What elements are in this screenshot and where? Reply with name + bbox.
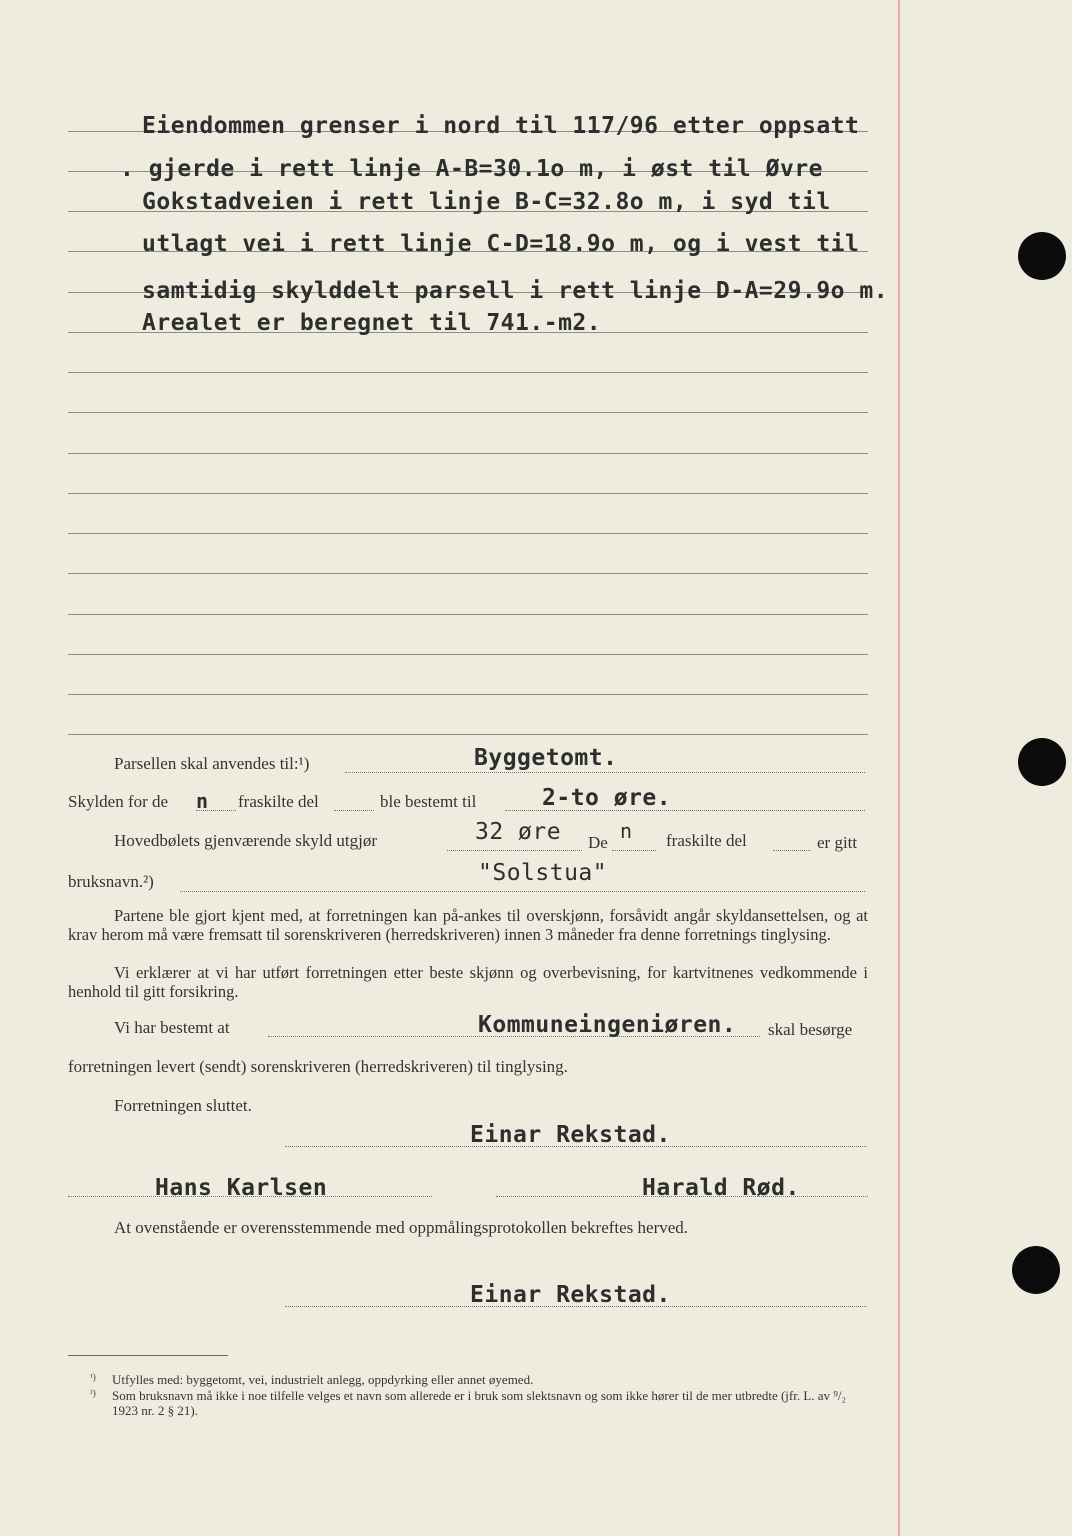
signature-certifier: Einar Rekstad. <box>470 1282 671 1308</box>
parcel-use-value: Byggetomt. <box>474 745 618 771</box>
dotted-fill-line <box>612 850 656 851</box>
signature-right-witness: Harald Rød. <box>642 1175 800 1201</box>
red-margin-line <box>898 0 900 1536</box>
remaining-value: 32 øre <box>475 819 562 845</box>
tax-fill: n <box>196 789 209 813</box>
certify-text: At ovenstående er overensstemmende med oppmålingsprotokollen bekreftes herved. <box>114 1218 689 1237</box>
footnote-text: Utfylles med: byggetomt, vei, industrielt anlegg, oppdyrking eller annet øyemed. <box>112 1372 534 1387</box>
tax-label-part: ble bestemt til <box>380 792 477 811</box>
typed-line: . gjerde i rett linje A-B=30.1o m, i øst til Øvre <box>120 156 824 182</box>
dotted-fill-line <box>196 810 236 811</box>
ruled-line <box>68 694 868 695</box>
footnote-rule <box>68 1355 228 1356</box>
usage-name-label: bruksnavn.²) <box>68 872 154 891</box>
typed-line: Arealet er beregnet til 741.-m2. <box>142 310 602 336</box>
signature-line <box>285 1306 867 1307</box>
tax-label: Skylden for de <box>68 792 169 811</box>
ruled-line <box>68 533 868 534</box>
signature-line <box>285 1146 867 1147</box>
remaining-label-part: er gitt <box>817 833 858 852</box>
dotted-fill-line <box>334 810 374 811</box>
footnote-marker: ²) <box>90 1388 96 1398</box>
ruled-line <box>68 493 868 494</box>
footnote-2 <box>90 1388 868 1418</box>
remaining-fill: n <box>620 819 633 843</box>
tax-value: 2-to øre. <box>542 785 672 811</box>
dotted-fill-line <box>180 891 865 892</box>
punch-hole-top <box>1018 232 1066 280</box>
decided-value: Kommuneingeniøren. <box>478 1012 737 1038</box>
decided-label-part: skal besørge <box>768 1020 853 1039</box>
punch-hole-middle <box>1018 738 1066 786</box>
ruled-line <box>68 372 868 373</box>
typed-line: utlagt vei i rett linje C-D=18.9o m, og i vest til <box>142 231 860 257</box>
punch-hole-bottom <box>1012 1246 1060 1294</box>
closed-text: Forretningen sluttet. <box>114 1096 252 1115</box>
delivery-text: forretningen levert (sendt) sorenskriveren (herredskriveren) til tinglysing. <box>68 1057 568 1076</box>
footnote-marker: ¹) <box>90 1372 96 1382</box>
decided-label: Vi har bestemt at <box>114 1018 230 1037</box>
ruled-line <box>68 453 868 454</box>
ruled-line <box>68 573 868 574</box>
usage-name-value: "Solstua" <box>478 860 608 886</box>
typed-line: Eiendommen grenser i nord til 117/96 etter oppsatt <box>142 113 860 139</box>
signature-main: Einar Rekstad. <box>470 1122 671 1148</box>
appeal-paragraph: Partene ble gjort kjent med, at forretningen kan på-ankes til overskjønn, forsåvidt angår skyldansettelsen, og at krav herom må være fremsatt til sorenskriveren (herredskriveren) innen 3 måneder fra denne forretnings tinglysing. <box>68 906 868 944</box>
signature-line <box>496 1196 868 1197</box>
remaining-label: Hovedbølets gjenværende skyld utgjør <box>114 831 377 850</box>
typed-line: samtidig skylddelt parsell i rett linje D-A=29.9o m. <box>142 278 889 304</box>
signature-line <box>68 1196 432 1197</box>
dotted-fill-line <box>345 772 865 773</box>
signature-left-witness: Hans Karlsen <box>155 1175 328 1201</box>
dotted-fill-line <box>447 850 582 851</box>
ruled-line <box>68 654 868 655</box>
remaining-label-part: De <box>588 833 608 852</box>
footnote-1 <box>90 1372 868 1387</box>
typed-line: Gokstadveien i rett linje B-C=32.8o m, i syd til <box>142 189 831 215</box>
ruled-line <box>68 614 868 615</box>
ruled-line <box>68 734 868 735</box>
ruled-line <box>68 412 868 413</box>
declaration-paragraph: Vi erklærer at vi har utført forretningen etter beste skjønn og overbevisning, for kartvitnenes vedkommende i henhold til gitt forsikring. <box>68 963 868 1001</box>
dotted-fill-line <box>773 850 811 851</box>
remaining-label-part: fraskilte del <box>666 831 747 850</box>
parcel-use-label: Parsellen skal anvendes til:¹) <box>114 754 310 773</box>
tax-label-part: fraskilte del <box>238 792 319 811</box>
footnote-text: Som bruksnavn må ikke i noe tilfelle velges et navn som allerede er i bruk som slektsnavn og som ikke hører til de mer utbredte (jfr. L. av ⁹/₂ 1923 nr. 2 § 21). <box>112 1388 846 1418</box>
